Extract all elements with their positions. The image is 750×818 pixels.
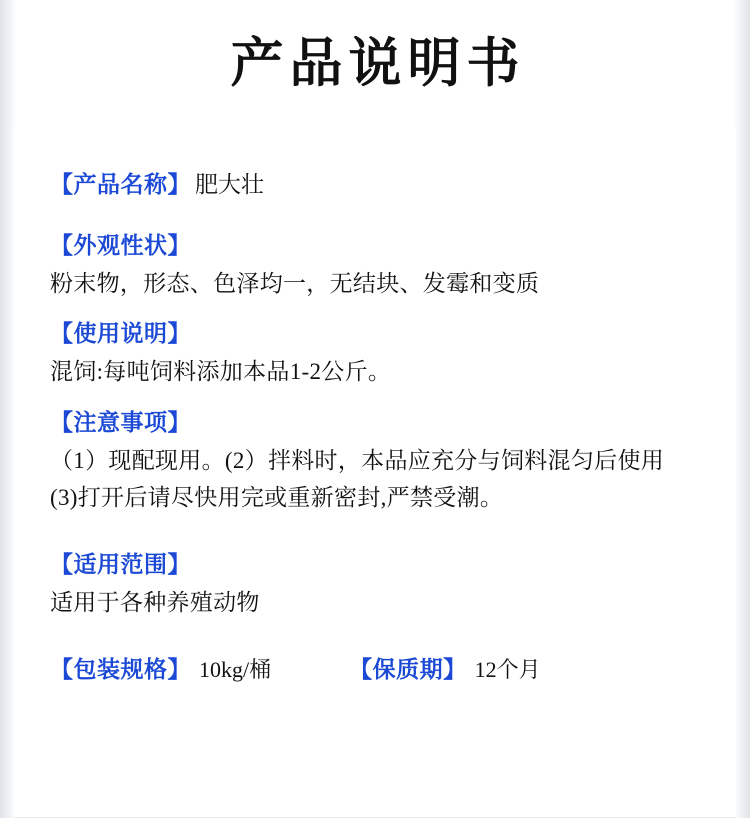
spacer [50, 625, 700, 651]
package-spec-label: 【包装规格】 [50, 656, 191, 682]
section-package-and-shelf-life [50, 651, 700, 684]
spacer [50, 394, 700, 404]
section-product-name [50, 168, 700, 203]
appearance-text: 粉末物，形态、色泽均一，无结块、发霉和变质 [50, 270, 540, 296]
shelf-life-label: 【保质期】 [349, 656, 467, 682]
product-name-value: 肥大壮 [195, 172, 264, 197]
title-area [0, 0, 750, 128]
section-usage [50, 315, 700, 390]
usage-label: 【使用说明】 [50, 321, 191, 347]
precautions-text-line-1: （1）现配现用。(2）拌料时，本品应充分与饲料混匀后使用 [50, 447, 665, 473]
section-appearance [50, 227, 700, 302]
content-card [14, 128, 736, 818]
usage-text: 混饲:每吨饲料添加本品1-2公斤。 [50, 359, 392, 385]
precautions-label: 【注意事项】 [50, 409, 191, 435]
scope-label: 【适用范围】 [50, 552, 191, 578]
spacer [50, 305, 700, 315]
shelf-life-value: 12个月 [474, 656, 541, 682]
section-scope [50, 546, 700, 621]
scope-text: 适用于各种养殖动物 [50, 590, 260, 616]
spacer [50, 520, 700, 546]
product-name-label: 【产品名称】 [50, 172, 191, 197]
section-precautions [50, 404, 700, 516]
package-spec-value: 10kg/桶 [199, 656, 272, 682]
spacer [50, 207, 700, 227]
product-name-row [50, 168, 700, 203]
page-title: 产品说明书 [230, 34, 526, 93]
appearance-label: 【外观性状】 [50, 232, 191, 258]
precautions-text-line-2: (3)打开后请尽快用完或重新密封,严禁受潮。 [50, 485, 504, 511]
